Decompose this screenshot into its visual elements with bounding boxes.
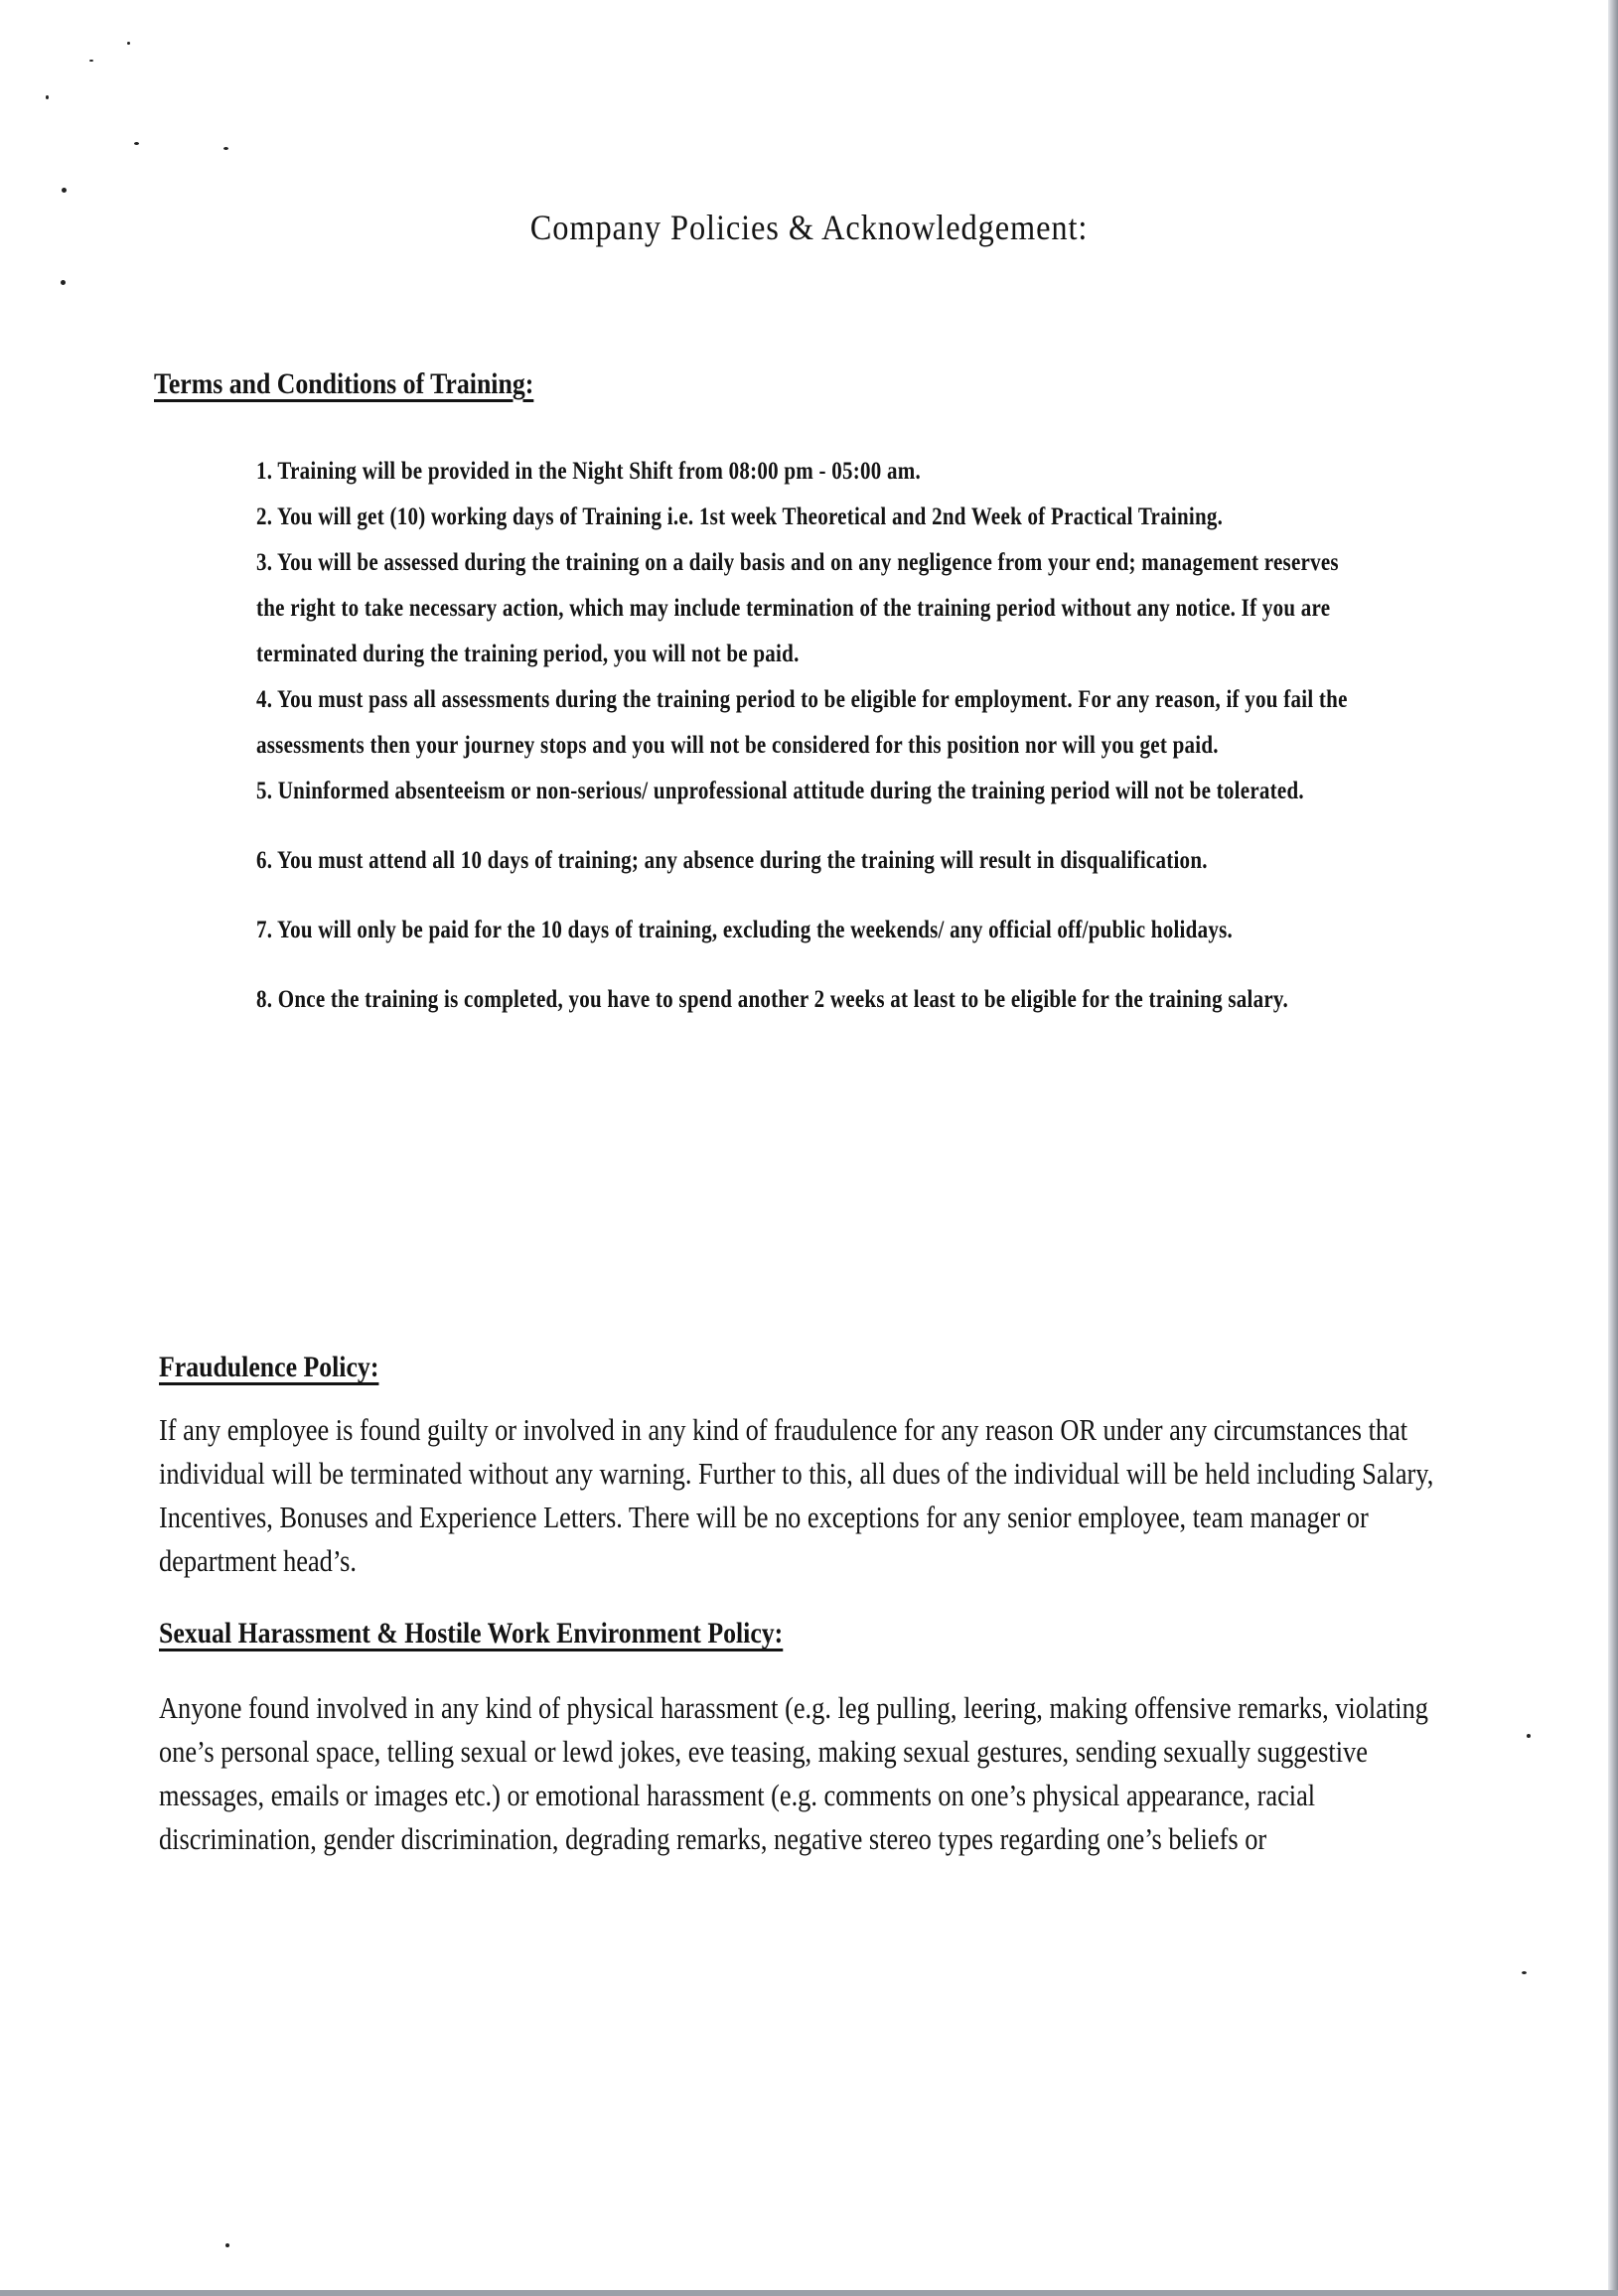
scan-speck xyxy=(61,280,66,285)
scan-right-edge xyxy=(1608,0,1618,2296)
list-item: 3. You will be assessed during the training on a daily basis and on any negligence from your end; management reserves the right to take necessary action, which may include termination of the training period without any notice. If you are terminated during the training period, you will not be paid. xyxy=(256,549,1339,667)
document-title: Company Policies & Acknowledgement: xyxy=(529,208,1089,247)
scan-speck xyxy=(225,2243,229,2247)
list-item: 8. Once the training is completed, you have to spend another 2 weeks at least to be eligible for the training salary. xyxy=(256,986,1289,1013)
scan-speck xyxy=(1522,1971,1527,1974)
list-item: 5. Uninformed absenteeism or non-serious/ unprofessional attitude during the training period will not be tolerated. xyxy=(256,778,1304,804)
list-item: 2. You will get (10) working days of Training i.e. 1st week Theoretical and 2nd Week of Practical Training. xyxy=(256,503,1224,530)
scan-speck xyxy=(89,60,93,62)
list-item: 1. Training will be provided in the Night Shift from 08:00 pm - 05:00 am. xyxy=(256,458,922,485)
harassment-policy-text: Anyone found involved in any kind of physical harassment (e.g. leg pulling, leering, making offensive remarks, violating one’s personal space, telling sexual or lewd jokes, eve teasing, making sexual gestures, sending sexually suggestive messages, emails or images etc.) or emotional harassment (e.g. comments on one’s physical appearance, racial discrimination, gender discrimination, degrading remarks, negative stereo types regarding one’s beliefs or xyxy=(159,1690,1428,1856)
scan-speck xyxy=(1527,1734,1531,1738)
scan-speck xyxy=(223,147,228,150)
training-terms-list xyxy=(256,449,1366,1023)
list-item: 7. You will only be paid for the 10 days of training, excluding the weekends/ any official off/public holidays. xyxy=(256,917,1234,943)
scan-bottom-edge xyxy=(0,2290,1618,2296)
list-item: 6. You must attend all 10 days of training; any absence during the training will result in disqualification. xyxy=(256,847,1208,874)
section-heading-harassment: Sexual Harassment & Hostile Work Environment Policy: xyxy=(159,1617,784,1650)
section-heading-fraudulence: Fraudulence Policy: xyxy=(159,1351,379,1383)
scan-speck xyxy=(134,142,139,145)
section-heading-terms: Terms and Conditions of Training: xyxy=(154,367,534,400)
fraudulence-policy-text: If any employee is found guilty or involved in any kind of fraudulence for any reason OR under any circumstances that individual will be terminated without any warning. Further to this, all dues of the individual will be held including Salary, Incentives, Bonuses and Experience Letters. There will be no exceptions for any senior employee, team manager or department head’s. xyxy=(159,1412,1434,1578)
scan-speck xyxy=(62,188,67,193)
scan-speck xyxy=(46,95,49,99)
scan-speck xyxy=(127,42,130,45)
list-item: 4. You must pass all assessments during the training period to be eligible for employment. For any reason, if you fail the assessments then your journey stops and you will not be considered for this position nor will you get paid. xyxy=(256,686,1348,759)
